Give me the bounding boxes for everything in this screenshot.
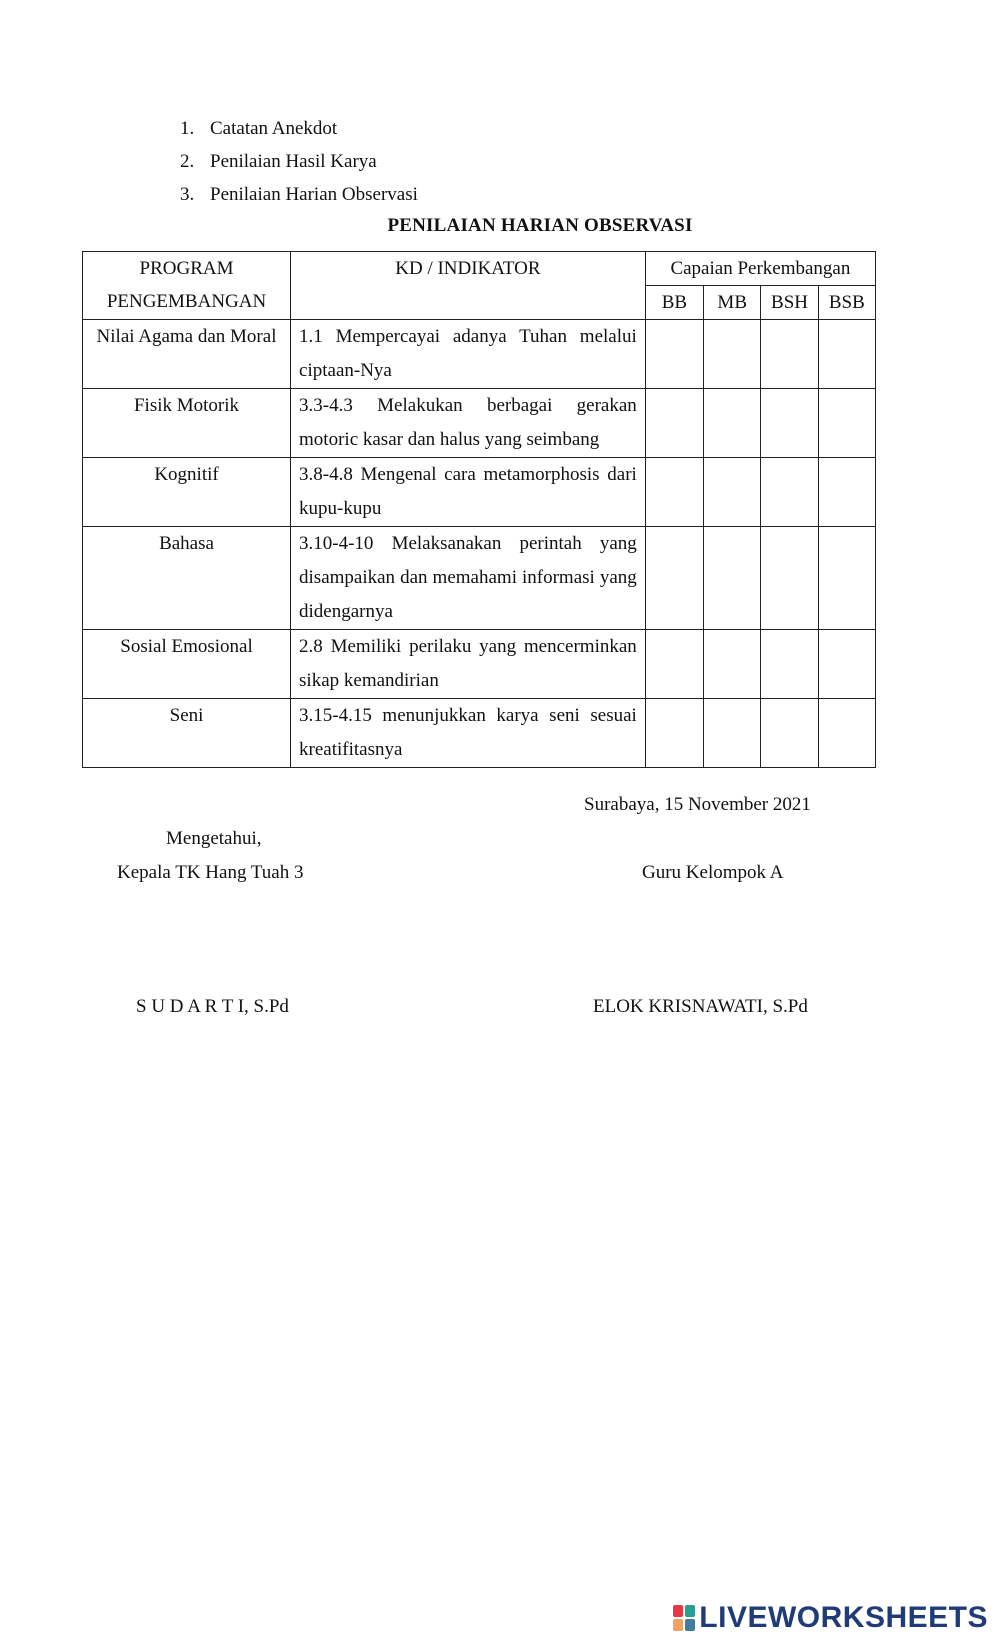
score-cell-bb[interactable] (645, 699, 703, 768)
observation-table (82, 251, 876, 768)
header-level-mb: MB (704, 286, 761, 320)
score-cell-mb[interactable] (704, 699, 761, 768)
score-cell-bsh[interactable] (761, 630, 818, 699)
list-number: 3. (180, 184, 195, 205)
indikator-cell: 1.1 Mempercayai adanya Tuhan melalui ciptaan-Nya (291, 320, 646, 389)
indikator-cell: 3.8-4.8 Mengenal cara metamorphosis dari kupu-kupu (291, 458, 646, 527)
program-cell: Fisik Motorik (83, 389, 291, 458)
acknowledged-label: Mengetahui, (166, 828, 262, 849)
teacher-title: Guru Kelompok A (642, 862, 784, 883)
header-kd-indikator: KD / INDIKATOR (291, 252, 646, 320)
score-cell-bb[interactable] (645, 458, 703, 527)
table-row (83, 458, 876, 527)
list-item (180, 112, 418, 145)
header-program (83, 252, 291, 320)
place-date: Surabaya, 15 November 2021 (584, 794, 811, 815)
score-cell-bsb[interactable] (818, 699, 875, 768)
indikator-cell: 3.3-4.3 Melakukan berbagai gerakan motoric kasar dan halus yang seimbang (291, 389, 646, 458)
table-row (83, 389, 876, 458)
teacher-name: ELOK KRISNAWATI, S.Pd (593, 996, 808, 1017)
header-capaian: Capaian Perkembangan (645, 252, 875, 286)
program-cell: Sosial Emosional (83, 630, 291, 699)
score-cell-bsh[interactable] (761, 389, 818, 458)
table-row (83, 527, 876, 630)
list-number: 2. (180, 151, 195, 172)
score-cell-bsb[interactable] (818, 630, 875, 699)
header-program-line2: PENGEMBANGAN (106, 291, 267, 312)
table-row (83, 630, 876, 699)
header-program-line1: PROGRAM (139, 258, 234, 279)
score-cell-bsh[interactable] (761, 320, 818, 389)
indikator-cell: 3.10-4-10 Melaksanakan perintah yang disampaikan dan memahami informasi yang didengarnya (291, 527, 646, 630)
list-label: Penilaian Hasil Karya (210, 151, 377, 172)
liveworksheets-mark-icon (673, 1605, 695, 1631)
list-number: 1. (180, 118, 195, 139)
score-cell-bb[interactable] (645, 320, 703, 389)
headmaster-name: S U D A R T I, S.Pd (136, 996, 289, 1017)
score-cell-bsb[interactable] (818, 320, 875, 389)
program-cell: Seni (83, 699, 291, 768)
liveworksheets-logo (673, 1601, 988, 1635)
score-cell-bsb[interactable] (818, 458, 875, 527)
score-cell-bsb[interactable] (818, 389, 875, 458)
document-title: PENILAIAN HARIAN OBSERVASI (387, 215, 693, 236)
header-level-bsh: BSH (761, 286, 818, 320)
header-level-bsb: BSB (818, 286, 875, 320)
header-level-bb: BB (645, 286, 703, 320)
score-cell-mb[interactable] (704, 389, 761, 458)
list-item (180, 145, 418, 178)
indikator-cell: 2.8 Memiliki perilaku yang mencerminkan sikap kemandirian (291, 630, 646, 699)
score-cell-mb[interactable] (704, 527, 761, 630)
program-cell: Nilai Agama dan Moral (83, 320, 291, 389)
score-cell-mb[interactable] (704, 630, 761, 699)
score-cell-bb[interactable] (645, 527, 703, 630)
score-cell-bsh[interactable] (761, 527, 818, 630)
method-list (180, 112, 418, 211)
table-row (83, 320, 876, 389)
list-label: Catatan Anekdot (210, 118, 338, 139)
indikator-cell: 3.15-4.15 menunjukkan karya seni sesuai kreatifitasnya (291, 699, 646, 768)
program-cell: Bahasa (83, 527, 291, 630)
score-cell-bb[interactable] (645, 630, 703, 699)
score-cell-bsb[interactable] (818, 527, 875, 630)
score-cell-mb[interactable] (704, 320, 761, 389)
score-cell-bb[interactable] (645, 389, 703, 458)
score-cell-bsh[interactable] (761, 699, 818, 768)
score-cell-bsh[interactable] (761, 458, 818, 527)
headmaster-title: Kepala TK Hang Tuah 3 (117, 862, 304, 883)
list-label: Penilaian Harian Observasi (210, 184, 418, 205)
program-cell: Kognitif (83, 458, 291, 527)
score-cell-mb[interactable] (704, 458, 761, 527)
table-row (83, 699, 876, 768)
list-item (180, 178, 418, 211)
liveworksheets-wordmark: LIVEWORKSHEETS (699, 1601, 988, 1634)
